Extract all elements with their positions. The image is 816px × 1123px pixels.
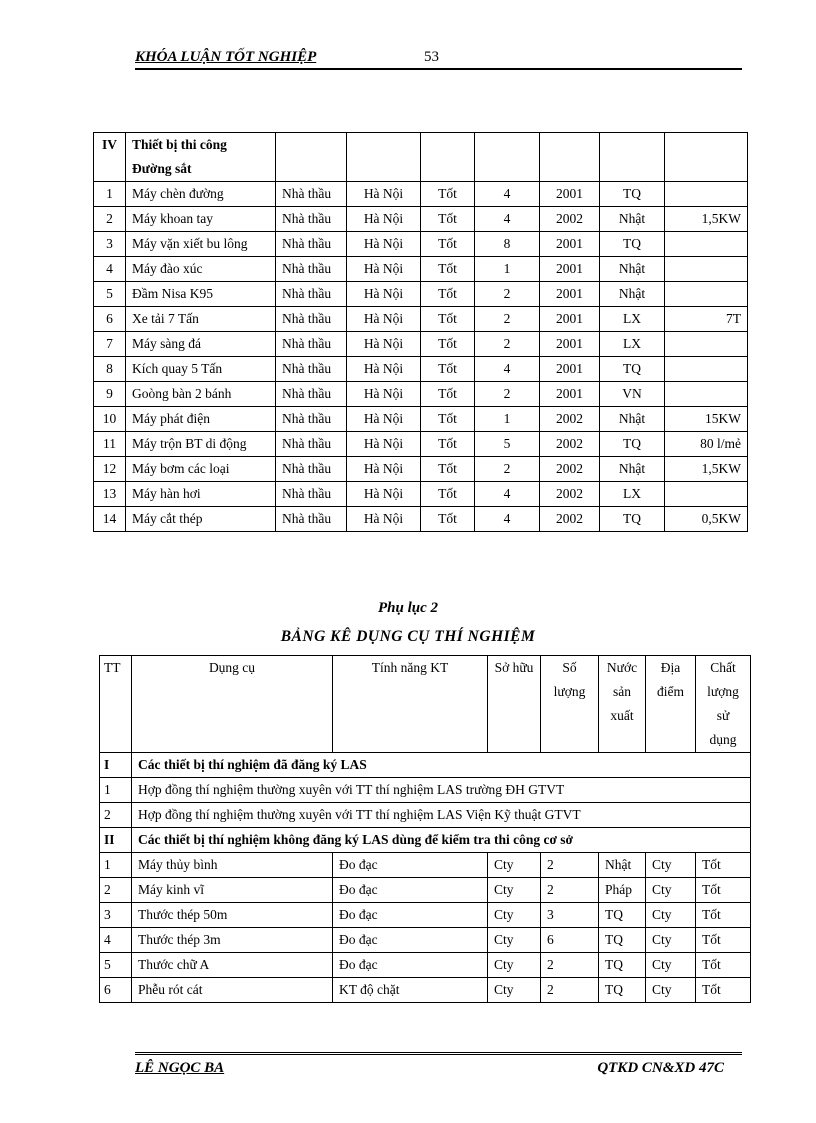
location: Hà Nội <box>347 282 421 307</box>
spec: Đo đạc <box>333 953 488 978</box>
contract-text: Hợp đồng thí nghiệm thường xuyên với TT thí nghiệm LAS trường ĐH GTVT <box>132 778 751 803</box>
row-number: 9 <box>94 382 126 407</box>
owner: Nhà thầu <box>276 407 347 432</box>
quantity: 4 <box>475 482 540 507</box>
table-row <box>100 853 751 878</box>
quantity: 4 <box>475 507 540 532</box>
origin: TQ <box>600 507 665 532</box>
owner: Nhà thầu <box>276 432 347 457</box>
list-item <box>100 803 751 828</box>
origin: TQ <box>599 978 646 1003</box>
page-header <box>135 48 742 70</box>
equipment-table <box>93 132 748 532</box>
condition: Tốt <box>421 482 475 507</box>
owner: Nhà thầu <box>276 282 347 307</box>
quantity: 6 <box>541 928 599 953</box>
year: 2002 <box>540 507 600 532</box>
section-title: Các thiết bị thí nghiệm không đăng ký LAS dùng để kiểm tra thi công cơ sở <box>132 828 751 853</box>
condition: Tốt <box>421 307 475 332</box>
origin: TQ <box>600 232 665 257</box>
spec: Đo đạc <box>333 903 488 928</box>
owner: Nhà thầu <box>276 357 347 382</box>
ownership: Cty <box>488 978 541 1003</box>
group-name: Thiết bị thi công Đường sắt <box>126 133 276 182</box>
origin: Pháp <box>599 878 646 903</box>
row-number: 6 <box>100 978 132 1003</box>
origin: TQ <box>599 928 646 953</box>
table-row <box>94 307 748 332</box>
origin: TQ <box>600 182 665 207</box>
table-row <box>94 207 748 232</box>
header-origin: Nước sản xuất <box>599 656 646 753</box>
contract-text: Hợp đồng thí nghiệm thường xuyên với TT thí nghiệm LAS Viện Kỹ thuật GTVT <box>132 803 751 828</box>
quantity: 8 <box>475 232 540 257</box>
capacity: 7T <box>665 307 748 332</box>
location: Hà Nội <box>347 382 421 407</box>
capacity <box>665 282 748 307</box>
quantity: 2 <box>541 853 599 878</box>
origin: TQ <box>600 432 665 457</box>
header-spec: Tính năng KT <box>333 656 488 753</box>
row-number: 2 <box>100 878 132 903</box>
quantity: 4 <box>475 182 540 207</box>
owner: Nhà thầu <box>276 482 347 507</box>
owner: Nhà thầu <box>276 207 347 232</box>
origin: Nhật <box>600 207 665 232</box>
location: Hà Nội <box>347 407 421 432</box>
table-row <box>100 878 751 903</box>
year: 2002 <box>540 482 600 507</box>
origin: Nhật <box>600 282 665 307</box>
row-number: 4 <box>100 928 132 953</box>
year: 2001 <box>540 307 600 332</box>
row-number: 1 <box>94 182 126 207</box>
table-row <box>100 903 751 928</box>
row-number: 11 <box>94 432 126 457</box>
year: 2002 <box>540 407 600 432</box>
section-row <box>100 828 751 853</box>
ownership: Cty <box>488 878 541 903</box>
row-number: 7 <box>94 332 126 357</box>
ownership: Cty <box>488 853 541 878</box>
instrument-name: Máy kinh vĩ <box>132 878 333 903</box>
location: Hà Nội <box>347 257 421 282</box>
location: Cty <box>646 853 696 878</box>
row-number: 3 <box>94 232 126 257</box>
owner: Nhà thầu <box>276 507 347 532</box>
table-row <box>94 332 748 357</box>
section-title: Các thiết bị thí nghiệm đã đăng ký LAS <box>132 753 751 778</box>
author-name: LÊ NGỌC BA <box>135 1060 225 1076</box>
year: 2001 <box>540 182 600 207</box>
year: 2001 <box>540 257 600 282</box>
row-number: 3 <box>100 903 132 928</box>
quality: Tốt <box>696 903 751 928</box>
condition: Tốt <box>421 457 475 482</box>
quantity: 2 <box>475 282 540 307</box>
table-row <box>94 407 748 432</box>
origin: TQ <box>599 903 646 928</box>
origin: LX <box>600 482 665 507</box>
table-row <box>94 507 748 532</box>
equipment-name: Kích quay 5 Tấn <box>126 357 276 382</box>
origin: Nhật <box>600 407 665 432</box>
quality: Tốt <box>696 928 751 953</box>
owner: Nhà thầu <box>276 382 347 407</box>
equipment-name: Xe tải 7 Tấn <box>126 307 276 332</box>
location: Hà Nội <box>347 457 421 482</box>
year: 2001 <box>540 282 600 307</box>
quantity: 2 <box>475 457 540 482</box>
origin: LX <box>600 307 665 332</box>
group-number: IV <box>94 133 126 182</box>
table-row <box>94 382 748 407</box>
location: Cty <box>646 978 696 1003</box>
quantity: 2 <box>541 978 599 1003</box>
row-number: 10 <box>94 407 126 432</box>
year: 2002 <box>540 457 600 482</box>
appendix-subtitle: BẢNG KÊ DỤNG CỤ THÍ NGHIỆM <box>280 628 536 645</box>
condition: Tốt <box>421 432 475 457</box>
row-number: 12 <box>94 457 126 482</box>
table-row <box>100 928 751 953</box>
appendix-title: Phụ lục 2 <box>377 600 438 616</box>
capacity <box>665 332 748 357</box>
class-name: QTKD CN&XD 47C <box>597 1060 724 1076</box>
quantity: 4 <box>475 207 540 232</box>
condition: Tốt <box>421 507 475 532</box>
owner: Nhà thầu <box>276 457 347 482</box>
quantity: 1 <box>475 257 540 282</box>
equipment-name: Máy chèn đường <box>126 182 276 207</box>
section-number: I <box>100 753 132 778</box>
spec: KT độ chặt <box>333 978 488 1003</box>
owner: Nhà thầu <box>276 307 347 332</box>
year: 2001 <box>540 382 600 407</box>
table-row <box>94 282 748 307</box>
owner: Nhà thầu <box>276 332 347 357</box>
year: 2001 <box>540 357 600 382</box>
year: 2002 <box>540 432 600 457</box>
equipment-name: Máy khoan tay <box>126 207 276 232</box>
section-row <box>100 753 751 778</box>
capacity: 1,5KW <box>665 457 748 482</box>
capacity: 15KW <box>665 407 748 432</box>
capacity <box>665 382 748 407</box>
equipment-name: Máy vặn xiết bu lông <box>126 232 276 257</box>
capacity <box>665 232 748 257</box>
spec: Đo đạc <box>333 853 488 878</box>
instrument-header-row <box>100 656 751 753</box>
condition: Tốt <box>421 282 475 307</box>
row-number: 2 <box>94 207 126 232</box>
equipment-name: Máy đào xúc <box>126 257 276 282</box>
row-number: 1 <box>100 778 132 803</box>
capacity <box>665 182 748 207</box>
capacity <box>665 357 748 382</box>
instrument-table <box>99 655 751 1003</box>
equipment-name: Máy phát điện <box>126 407 276 432</box>
list-item <box>100 778 751 803</box>
location: Hà Nội <box>347 307 421 332</box>
instrument-name: Thước chữ A <box>132 953 333 978</box>
header-quality: Chất lượng sử dụng <box>696 656 751 753</box>
location: Hà Nội <box>347 482 421 507</box>
table-row <box>100 953 751 978</box>
equipment-name: Máy trộn BT di động <box>126 432 276 457</box>
table-row <box>94 357 748 382</box>
condition: Tốt <box>421 332 475 357</box>
equipment-name: Máy hàn hơi <box>126 482 276 507</box>
quantity: 1 <box>475 407 540 432</box>
quantity: 2 <box>541 953 599 978</box>
header-quantity: Số lượng <box>541 656 599 753</box>
location: Cty <box>646 953 696 978</box>
origin: TQ <box>599 953 646 978</box>
row-number: 2 <box>100 803 132 828</box>
location: Hà Nội <box>347 357 421 382</box>
quantity: 2 <box>475 332 540 357</box>
section-number: II <box>100 828 132 853</box>
capacity: 1,5KW <box>665 207 748 232</box>
ownership: Cty <box>488 903 541 928</box>
quality: Tốt <box>696 853 751 878</box>
header-instrument: Dụng cụ <box>132 656 333 753</box>
origin: Nhật <box>600 257 665 282</box>
row-number: 5 <box>94 282 126 307</box>
page-footer <box>135 1052 742 1076</box>
page-number: 53 <box>424 49 439 65</box>
origin: Nhật <box>600 457 665 482</box>
equipment-name: Máy cắt thép <box>126 507 276 532</box>
spec: Đo đạc <box>333 878 488 903</box>
row-number: 13 <box>94 482 126 507</box>
owner: Nhà thầu <box>276 182 347 207</box>
location: Cty <box>646 878 696 903</box>
header-location: Địa điểm <box>646 656 696 753</box>
location: Hà Nội <box>347 232 421 257</box>
quality: Tốt <box>696 978 751 1003</box>
condition: Tốt <box>421 207 475 232</box>
row-number: 4 <box>94 257 126 282</box>
condition: Tốt <box>421 407 475 432</box>
ownership: Cty <box>488 928 541 953</box>
equipment-name: Đầm Nisa K95 <box>126 282 276 307</box>
owner: Nhà thầu <box>276 257 347 282</box>
capacity: 0,5KW <box>665 507 748 532</box>
instrument-name: Máy thủy bình <box>132 853 333 878</box>
condition: Tốt <box>421 382 475 407</box>
thesis-title: KHÓA LUẬN TỐT NGHIỆP <box>135 49 317 65</box>
condition: Tốt <box>421 357 475 382</box>
table-row <box>94 432 748 457</box>
location: Hà Nội <box>347 207 421 232</box>
table-row <box>94 232 748 257</box>
instrument-name: Phễu rót cát <box>132 978 333 1003</box>
condition: Tốt <box>421 232 475 257</box>
year: 2001 <box>540 232 600 257</box>
quality: Tốt <box>696 878 751 903</box>
equipment-name: Máy bơm các loại <box>126 457 276 482</box>
owner: Nhà thầu <box>276 232 347 257</box>
quantity: 4 <box>475 357 540 382</box>
location: Cty <box>646 903 696 928</box>
equipment-name: Máy sàng đá <box>126 332 276 357</box>
condition: Tốt <box>421 182 475 207</box>
instrument-name: Thước thép 3m <box>132 928 333 953</box>
location: Hà Nội <box>347 432 421 457</box>
year: 2002 <box>540 207 600 232</box>
location: Hà Nội <box>347 182 421 207</box>
instrument-name: Thước thép 50m <box>132 903 333 928</box>
condition: Tốt <box>421 257 475 282</box>
spec: Đo đạc <box>333 928 488 953</box>
origin: VN <box>600 382 665 407</box>
quantity: 2 <box>541 878 599 903</box>
quality: Tốt <box>696 953 751 978</box>
table-row <box>94 457 748 482</box>
location: Hà Nội <box>347 332 421 357</box>
quantity: 5 <box>475 432 540 457</box>
row-number: 1 <box>100 853 132 878</box>
row-number: 14 <box>94 507 126 532</box>
equipment-name: Goòng bàn 2 bánh <box>126 382 276 407</box>
capacity <box>665 257 748 282</box>
equipment-group-row <box>94 133 748 182</box>
row-number: 6 <box>94 307 126 332</box>
origin: TQ <box>600 357 665 382</box>
origin: Nhật <box>599 853 646 878</box>
capacity: 80 l/mẻ <box>665 432 748 457</box>
table-row <box>100 978 751 1003</box>
quantity: 3 <box>541 903 599 928</box>
origin: LX <box>600 332 665 357</box>
location: Cty <box>646 928 696 953</box>
table-row <box>94 182 748 207</box>
table-row <box>94 257 748 282</box>
location: Hà Nội <box>347 507 421 532</box>
table-row <box>94 482 748 507</box>
header-ownership: Sở hữu <box>488 656 541 753</box>
year: 2001 <box>540 332 600 357</box>
ownership: Cty <box>488 953 541 978</box>
capacity <box>665 482 748 507</box>
row-number: 5 <box>100 953 132 978</box>
quantity: 2 <box>475 382 540 407</box>
header-tt: TT <box>100 656 132 753</box>
quantity: 2 <box>475 307 540 332</box>
row-number: 8 <box>94 357 126 382</box>
